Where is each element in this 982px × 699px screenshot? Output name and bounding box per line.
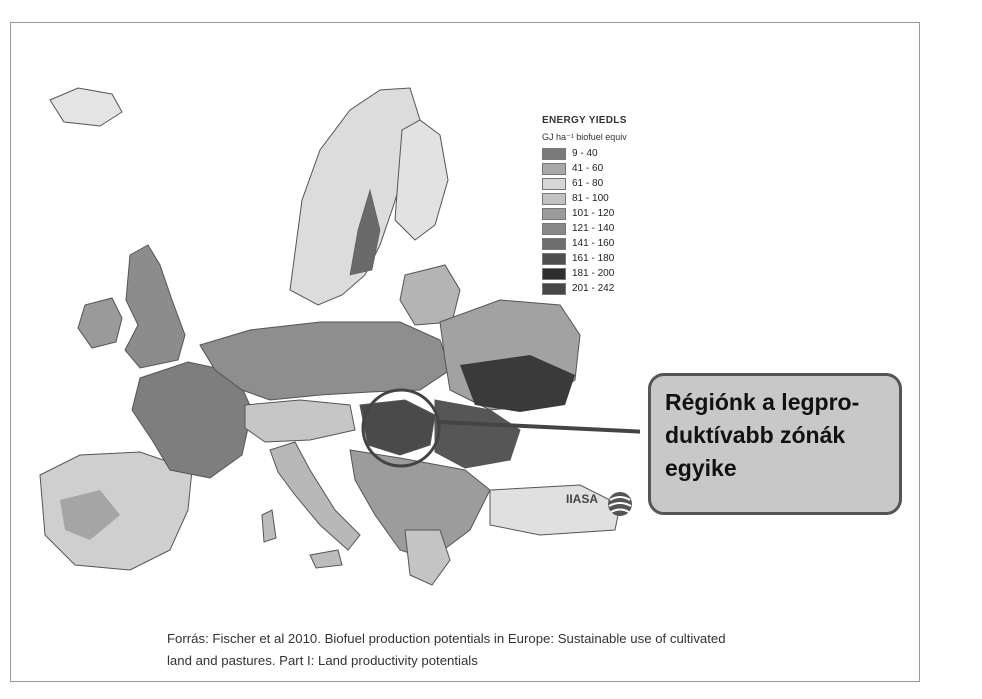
region-finland bbox=[395, 120, 448, 240]
legend-label: 141 - 160 bbox=[572, 238, 615, 249]
legend-item bbox=[542, 206, 672, 221]
region-romania bbox=[435, 400, 520, 468]
legend-label: 121 - 140 bbox=[572, 223, 615, 234]
legend-item bbox=[542, 236, 672, 251]
region-sicily bbox=[310, 550, 342, 568]
region-baltics bbox=[400, 265, 460, 325]
callout-text: Régiónk a legpro- duktívabb zónák egyike bbox=[665, 389, 860, 481]
legend-label: 181 - 200 bbox=[572, 268, 615, 279]
legend-label: 61 - 80 bbox=[572, 178, 604, 189]
legend-item bbox=[542, 161, 672, 176]
legend-subtitle: GJ ha⁻¹ biofuel equiv bbox=[542, 132, 627, 142]
region-greece bbox=[405, 530, 450, 585]
legend-swatch bbox=[542, 163, 566, 175]
legend bbox=[542, 115, 672, 296]
legend-item bbox=[542, 251, 672, 266]
region-iceland bbox=[50, 88, 122, 126]
region-ireland bbox=[78, 298, 122, 348]
legend-label: 41 - 60 bbox=[572, 163, 604, 174]
region-sardinia bbox=[262, 510, 276, 542]
legend-label: 101 - 120 bbox=[572, 208, 615, 219]
source-citation: Forrás: Fischer et al 2010. Biofuel production potentials in Europe: Sustainable use of cultivated land and pastures. Part I: Land productivity potentials bbox=[167, 631, 726, 668]
legend-swatch bbox=[542, 148, 566, 160]
legend-title: ENERGY YIEDLS bbox=[542, 115, 627, 126]
legend-label: 161 - 180 bbox=[572, 253, 615, 264]
legend-swatch bbox=[542, 238, 566, 250]
legend-item bbox=[542, 266, 672, 281]
legend-swatch bbox=[542, 208, 566, 220]
legend-swatch bbox=[542, 223, 566, 235]
legend-item bbox=[542, 176, 672, 191]
legend-rows bbox=[542, 146, 672, 296]
legend-swatch bbox=[542, 283, 566, 295]
legend-swatch bbox=[542, 268, 566, 280]
legend-item bbox=[542, 221, 672, 236]
legend-swatch bbox=[542, 178, 566, 190]
callout-box bbox=[648, 373, 902, 515]
legend-swatch bbox=[542, 193, 566, 205]
legend-item bbox=[542, 281, 672, 296]
legend-label: 81 - 100 bbox=[572, 193, 609, 204]
legend-item bbox=[542, 146, 672, 161]
legend-swatch bbox=[542, 253, 566, 265]
legend-label: 9 - 40 bbox=[572, 148, 598, 159]
region-alps bbox=[245, 400, 355, 442]
legend-item bbox=[542, 191, 672, 206]
iiasa-logo-text: IIASA bbox=[566, 492, 599, 506]
region-italy bbox=[270, 442, 360, 550]
region-great-britain bbox=[125, 245, 185, 368]
region-hungary bbox=[360, 400, 435, 455]
legend-label: 201 - 242 bbox=[572, 283, 615, 294]
